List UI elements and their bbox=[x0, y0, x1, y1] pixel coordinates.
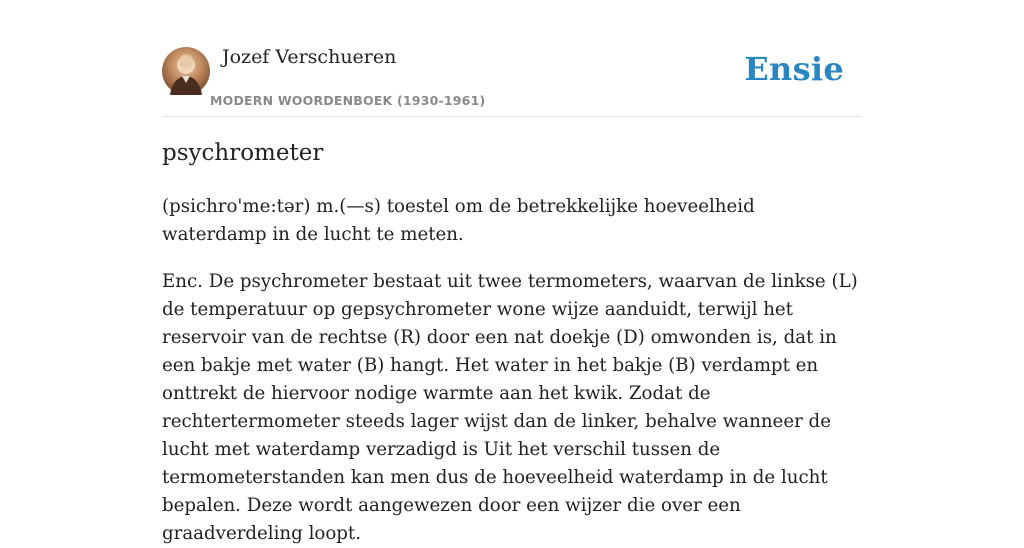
entry-definition: (psichro'me:tər) m.(—s) toestel om de betrekkelijke hoeveelheid waterdamp in de lucht te meten. bbox=[162, 196, 755, 245]
entry-title: psychrometer bbox=[162, 140, 324, 166]
article-header bbox=[162, 0, 862, 117]
author-portrait-icon bbox=[162, 47, 210, 95]
ensie-logo[interactable]: Ensie bbox=[744, 50, 844, 88]
source-label[interactable]: MODERN WOORDENBOEK (1930-1961) bbox=[210, 93, 486, 108]
avatar[interactable] bbox=[162, 47, 210, 95]
entry-explanation: Enc. De psychrometer bestaat uit twee termometers, waarvan de linkse (L) de temperatuur op gepsychrometer wone wijze aanduidt, terwijl het reservoir van de rechtse (R) door een nat doekje (D) omwonden is, dat in een bakje met water (B) hangt. Het water in het bakje (B) verdampt en onttrekt de hiervoor nodige warmte aan het kwik. Zodat de rechtertermometer steeds lager wijst dan de linker, behalve wanneer de lucht met waterdamp verzadigd is Uit het verschil tussen de termometerstanden kan men dus de hoeveelheid waterdamp in de lucht bepalen. Deze wordt aangewezen door een wijzer die over een graadverdeling loopt. bbox=[162, 271, 858, 544]
article-container bbox=[162, 0, 862, 544]
author-name[interactable]: Jozef Verschueren bbox=[222, 46, 397, 68]
